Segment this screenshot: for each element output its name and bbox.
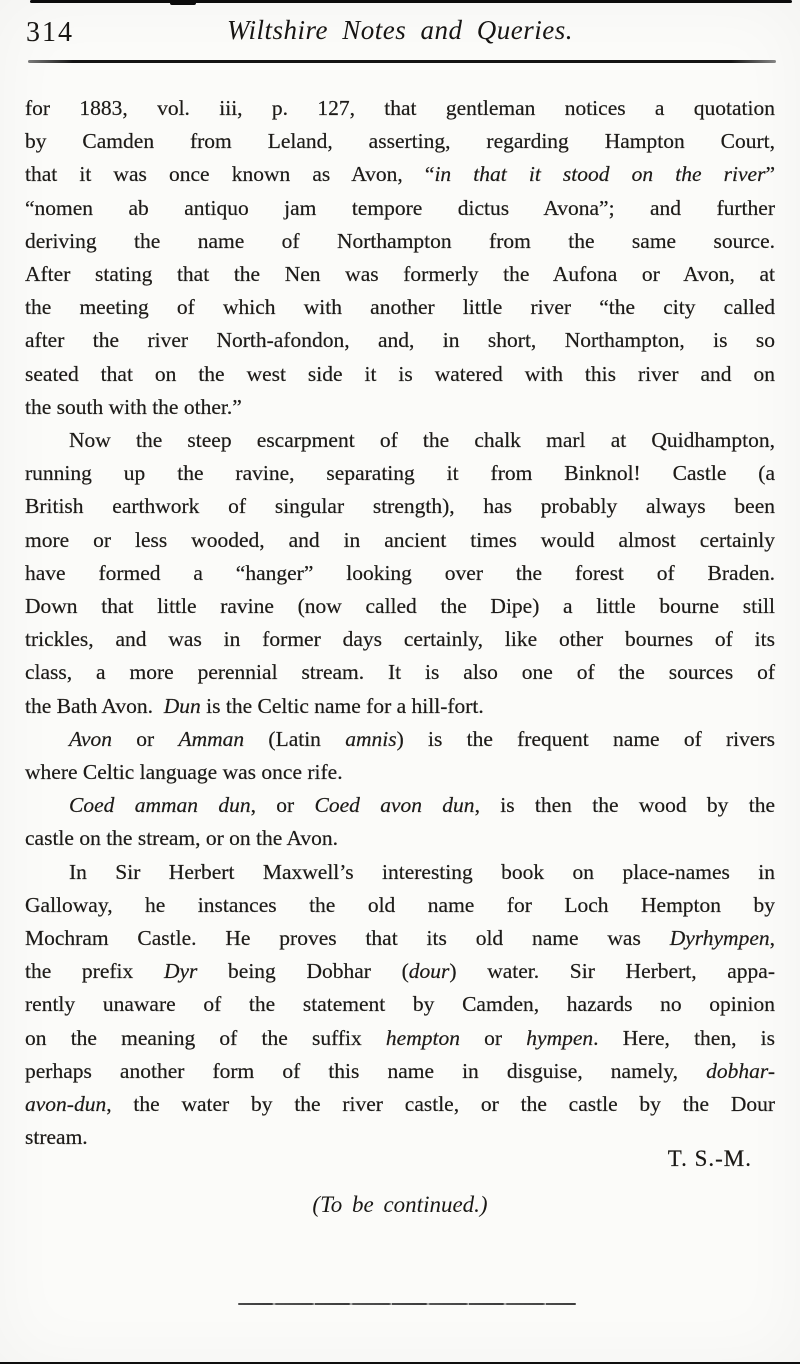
text-line: running up the ravine, separating it from Binknol! Castle (a	[25, 461, 775, 486]
text-line: trickles, and was in former days certainly, like other bournes of its	[25, 627, 775, 652]
text-line: where Celtic language was once rife.	[25, 760, 343, 785]
paragraph	[25, 789, 775, 855]
text-line: seated that on the west side it is watered with this river and on	[25, 361, 775, 386]
header-rule	[28, 60, 776, 63]
text-line: the prefix Dyr being Dobhar (dour) water. Sir Herbert, appa-	[25, 959, 775, 984]
text-line: deriving the name of Northampton from the same source.	[25, 228, 775, 253]
paragraph	[25, 92, 775, 424]
text-line: the meeting of which with another little river “the city called	[25, 295, 775, 320]
text-line: Avon or Amman (Latin amnis) is the frequent name of rivers	[69, 726, 775, 751]
section-divider-rule	[238, 1303, 576, 1305]
text-line: “nomen ab antiquo jam tempore dictus Avona”; and further	[25, 195, 775, 220]
text-line: Galloway, he instances the old name for Loch Hempton by	[25, 892, 775, 917]
text-line: after the river North-afondon, and, in short, Northampton, is so	[25, 328, 775, 353]
scan-artifact-top	[30, 0, 792, 3]
text-line: that it was once known as Avon, “in that it stood on the river”	[25, 162, 775, 187]
running-header-title: Wiltshire Notes and Queries.	[227, 15, 573, 45]
text-line: castle on the stream, or on the Avon.	[25, 826, 339, 851]
text-line: In Sir Herbert Maxwell’s interesting book on place-names in	[69, 859, 775, 884]
paragraph	[25, 723, 775, 789]
text-line: for 1883, vol. iii, p. 127, that gentleman notices a quotation	[25, 96, 775, 120]
text-line: rently unaware of the statement by Camden, hazards no opinion	[25, 992, 775, 1017]
text-line: have formed a “hanger” looking over the forest of Braden.	[25, 560, 775, 585]
text-line: stream.	[25, 1125, 88, 1150]
text-line: on the meaning of the suffix hempton or hympen. Here, then, is	[25, 1025, 775, 1050]
text-line: British earthwork of singular strength), has probably always been	[25, 494, 775, 519]
text-line: class, a more perennial stream. It is also one of the sources of	[25, 660, 775, 685]
text-line: more or less wooded, and in ancient times would almost certainly	[25, 527, 775, 552]
page-number: 314	[26, 17, 74, 48]
text-line: the south with the other.”	[25, 394, 242, 419]
text-line: Down that little ravine (now called the Dipe) a little bourne still	[25, 594, 775, 619]
text-line: Coed amman dun, or Coed avon dun, is then the wood by the	[69, 793, 775, 818]
text-line: the Bath Avon. Dun is the Celtic name for a hill-fort.	[25, 693, 484, 718]
paragraph	[25, 424, 775, 723]
text-line: avon-dun, the water by the river castle, or the castle by the Dour	[25, 1092, 775, 1117]
paragraph	[25, 856, 775, 1155]
text-line: Now the steep escarpment of the chalk marl at Quidhampton,	[69, 428, 775, 453]
text-line: by Camden from Leland, asserting, regarding Hampton Court,	[25, 129, 775, 154]
author-initials: T. S.-M.	[667, 1146, 752, 1171]
to-be-continued-note: (To be continued.)	[312, 1192, 488, 1217]
page-body	[25, 92, 775, 1155]
text-line: Mochram Castle. He proves that its old name was Dyrhympen,	[25, 926, 775, 951]
text-line: After stating that the Nen was formerly the Aufona or Avon, at	[25, 262, 775, 287]
text-line: perhaps another form of this name in disguise, namely, dobhar-	[25, 1058, 775, 1083]
